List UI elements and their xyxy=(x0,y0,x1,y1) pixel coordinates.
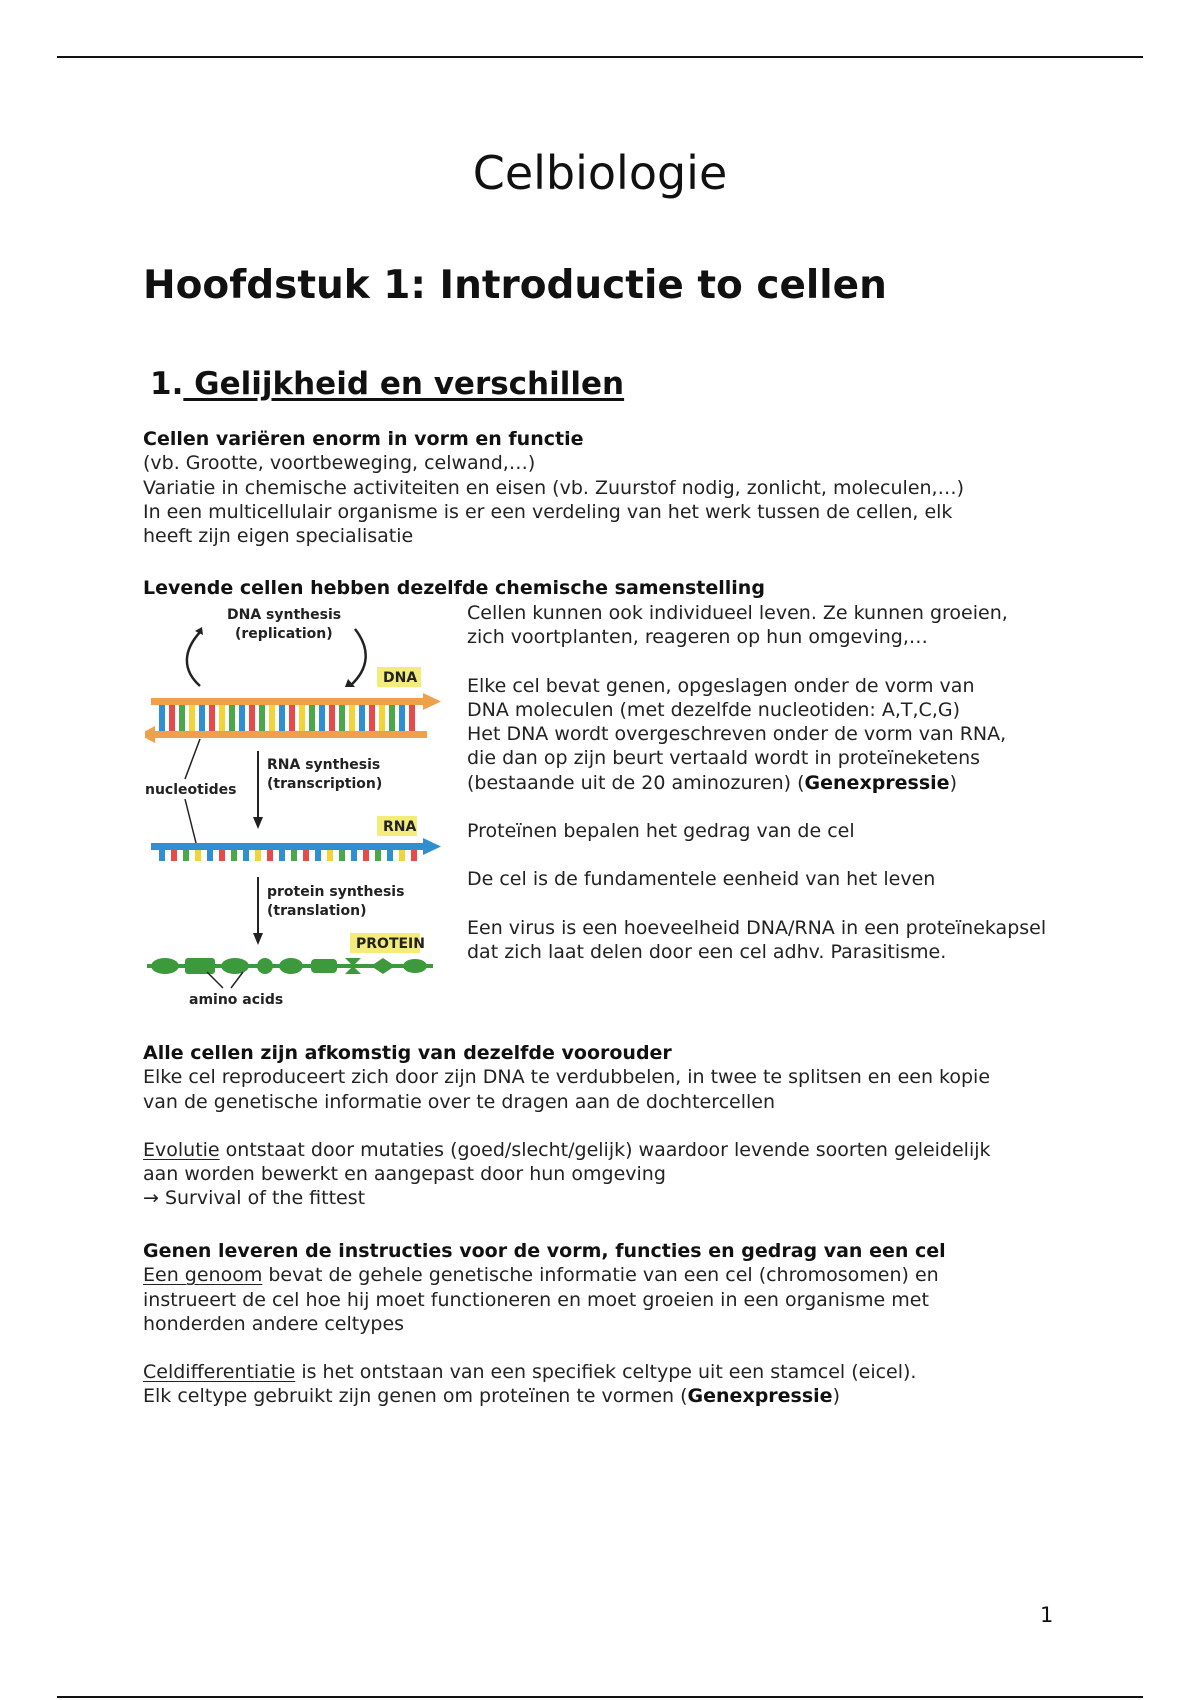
central-dogma-figure xyxy=(145,603,455,1013)
text-line: dat zich laat delen door een cel adhv. Parasitisme. xyxy=(467,940,947,963)
text-line: aan worden bewerkt en aangepast door hun omgeving xyxy=(143,1163,666,1186)
dna-strand-top xyxy=(151,698,423,705)
pointer-line xyxy=(185,739,200,779)
genexpressie-term: Genexpressie xyxy=(804,771,950,794)
dna-label: DNA xyxy=(383,670,418,686)
figure-label: (replication) xyxy=(235,626,333,642)
arrow-head xyxy=(253,817,263,829)
rna-strand xyxy=(151,843,423,850)
page-number: 1 xyxy=(1040,1603,1054,1627)
text-fragment: ontstaat door mutaties (goed/slecht/gelijk) waardoor levende soorten geleidelijk xyxy=(219,1138,991,1161)
figure-label: (translation) xyxy=(267,903,367,919)
figure-label: (transcription) xyxy=(267,776,383,792)
text-line: Elke cel bevat genen, opgeslagen onder de vorm van xyxy=(467,674,975,697)
chapter-heading: Hoofdstuk 1: Introductie to cellen xyxy=(143,263,887,308)
figure-label: RNA synthesis xyxy=(267,757,381,773)
strand-arrow xyxy=(423,693,441,710)
strand-arrow xyxy=(145,726,155,743)
block-heading: Alle cellen zijn afkomstig van dezelfde voorouder xyxy=(143,1042,672,1064)
protein-label: PROTEIN xyxy=(356,936,425,952)
dna-base-pairs xyxy=(159,705,415,731)
pointer-line xyxy=(185,799,197,847)
text-line: Proteïnen bepalen het gedrag van de cel xyxy=(467,820,855,843)
text-fragment: Elk celtype gebruikt zijn genen om proteïnen te vormen ( xyxy=(143,1385,688,1408)
text-line xyxy=(143,1384,1103,1408)
celdifferentiatie-term: Celdifferentiatie xyxy=(143,1361,296,1384)
figure-label: protein synthesis xyxy=(267,884,405,900)
block-chemical xyxy=(143,576,1103,600)
text-fragment: is het ontstaan van een specifiek celtype uit een stamcel (eicel). xyxy=(295,1361,917,1384)
text-fragment: (bestaande uit de 20 aminozuren) ( xyxy=(467,771,805,794)
dna-strand-bottom xyxy=(155,731,427,738)
text-line: De cel is de fundamentele eenheid van het leven xyxy=(467,868,936,891)
arrow-head xyxy=(253,933,263,945)
text-line: heeft zijn eigen specialisatie xyxy=(143,525,414,548)
text-line xyxy=(143,1263,1103,1287)
replication-arrow-left xyxy=(187,631,201,686)
text-line: van de genetische informatie over te dragen aan de dochtercellen xyxy=(143,1090,776,1113)
text-line xyxy=(143,1138,1103,1162)
bottom-rule xyxy=(57,1696,1143,1698)
text-line: instrueert de cel hoe hij moet functioneren en moet groeien in een organisme met xyxy=(143,1288,929,1311)
text-fragment: bevat de gehele genetische informatie van een cel (chromosomen) en xyxy=(262,1264,939,1287)
amino-acid-chain xyxy=(147,958,433,974)
top-rule xyxy=(57,56,1143,58)
text-fragment: ) xyxy=(832,1385,840,1408)
section-heading xyxy=(150,366,624,402)
text-line: die dan op zijn beurt vertaald wordt in proteïneketens xyxy=(467,747,981,770)
block-genes xyxy=(143,1239,1103,1409)
block-variation xyxy=(143,427,1103,548)
text-line: Elke cel reproduceert zich door zijn DNA te verdubbelen, in twee te splitsen en een kopie xyxy=(143,1066,991,1089)
text-line: In een multicellulair organisme is er een verdeling van het werk tussen de cellen, elk xyxy=(143,500,953,523)
evolutie-term: Evolutie xyxy=(143,1138,220,1161)
block-heading: Levende cellen hebben dezelfde chemische samenstelling xyxy=(143,577,765,599)
nucleotides-label: nucleotides xyxy=(145,782,237,798)
strand-arrow xyxy=(423,838,441,855)
document-title: Celbiologie xyxy=(472,146,728,200)
text-line xyxy=(143,1360,1103,1384)
rna-label: RNA xyxy=(383,819,417,835)
genoom-term: Een genoom xyxy=(143,1264,263,1287)
block-heading: Genen leveren de instructies voor de vorm, functies en gedrag van een cel xyxy=(143,1240,946,1262)
text-line: Variatie in chemische activiteiten en eisen (vb. Zuurstof nodig, zonlicht, moleculen,…) xyxy=(143,476,965,499)
text-fragment: ) xyxy=(949,771,957,794)
amino-acids-label: amino acids xyxy=(189,992,284,1008)
section-title: Gelijkheid en verschillen xyxy=(183,366,625,402)
block-chemical-text xyxy=(467,601,1107,964)
text-line: DNA moleculen (met dezelfde nucleotiden: A,T,C,G) xyxy=(467,698,960,721)
text-line: honderden andere celtypes xyxy=(143,1312,405,1335)
section-number: 1. xyxy=(150,366,184,402)
figure-label: DNA synthesis xyxy=(227,607,342,623)
replication-arrow-right xyxy=(350,629,366,686)
text-line: → Survival of the fittest xyxy=(143,1187,366,1210)
text-line: Het DNA wordt overgeschreven onder de vorm van RNA, xyxy=(467,723,1007,746)
pointer-line xyxy=(207,972,223,988)
text-line: (vb. Grootte, voortbeweging, celwand,…) xyxy=(143,452,536,475)
text-line: Een virus is een hoeveelheid DNA/RNA in een proteïnekapsel xyxy=(467,916,1047,939)
block-ancestor xyxy=(143,1041,1103,1211)
genexpressie-term: Genexpressie xyxy=(687,1385,833,1408)
text-line: zich voortplanten, reageren op hun omgeving,… xyxy=(467,626,928,649)
rna-bases xyxy=(159,850,417,861)
pointer-line xyxy=(231,972,243,988)
block-heading: Cellen variëren enorm in vorm en functie xyxy=(143,428,584,450)
text-line xyxy=(467,771,1107,795)
text-line: Cellen kunnen ook individueel leven. Ze kunnen groeien, xyxy=(467,602,1008,624)
